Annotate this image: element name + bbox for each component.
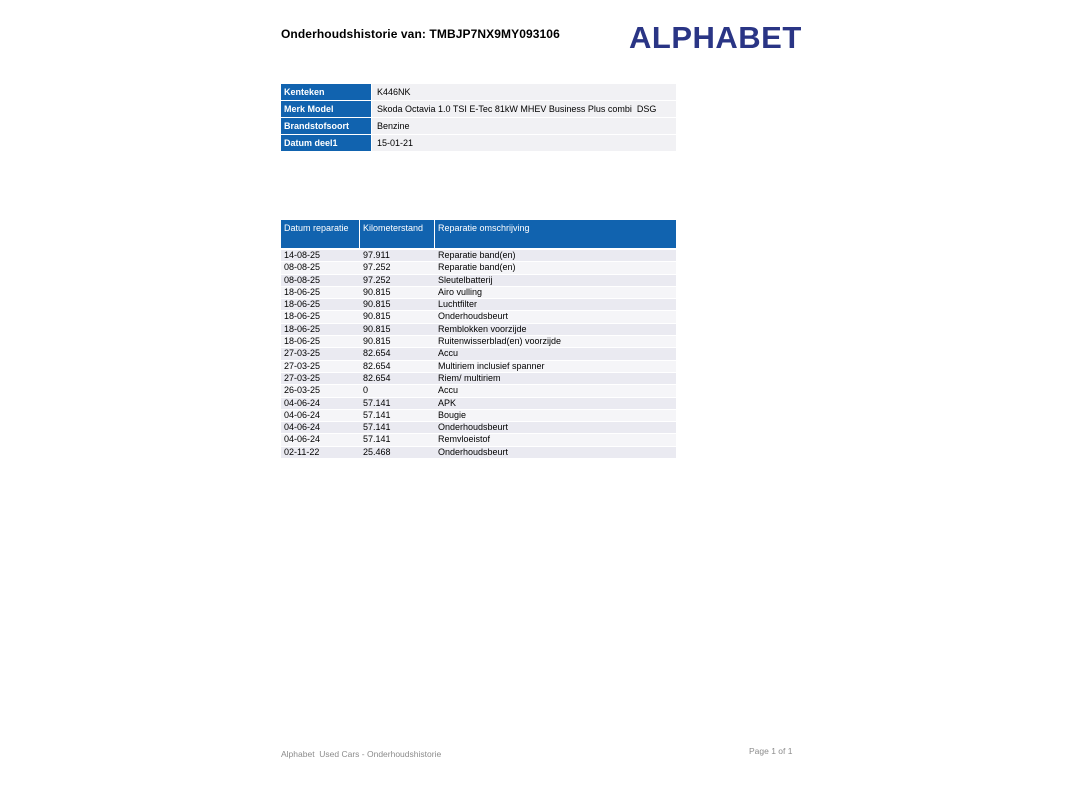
info-row [281, 101, 676, 118]
history-table-row [281, 324, 676, 336]
history-cell: 04-06-24 [284, 397, 321, 408]
history-cell: 02-11-22 [284, 446, 320, 457]
history-cell: 26-03-25 [284, 385, 321, 396]
history-cell: Remblokken voorzijde [438, 323, 527, 334]
info-row-label: Brandstofsoort [281, 118, 372, 135]
history-cell: 18-06-25 [284, 299, 321, 310]
maintenance-history-table [281, 220, 676, 459]
history-cell: 90.815 [363, 323, 391, 334]
history-cell: Reparatie band(en) [438, 250, 516, 260]
history-cell: Accu [438, 385, 459, 396]
history-column-header: Kilometerstand [360, 220, 435, 248]
info-row-value: K446NK [372, 84, 676, 101]
history-cell: 82.654 [363, 348, 391, 359]
history-cell: 57.141 [363, 409, 391, 420]
history-cell: 27-03-25 [284, 360, 321, 371]
history-cell: 18-06-25 [284, 286, 321, 297]
history-cell: 14-08-25 [284, 250, 321, 260]
history-cell: 18-06-25 [284, 336, 321, 347]
history-cell: 25.468 [363, 446, 391, 457]
info-row-label: Kenteken [281, 84, 372, 101]
history-cell: Multiriem inclusief spanner [438, 360, 545, 371]
history-cell: Onderhoudsbeurt [438, 422, 509, 433]
history-table-row [281, 336, 676, 348]
history-table-row [281, 275, 676, 287]
info-row-value: 15-01-21 [372, 135, 676, 152]
history-table-row [281, 262, 676, 274]
history-cell: 04-06-24 [284, 422, 321, 433]
history-cell: Onderhoudsbeurt [438, 311, 509, 322]
history-table-row [281, 373, 676, 385]
history-cell: 97.252 [363, 262, 391, 273]
info-row [281, 135, 676, 152]
history-table-row [281, 422, 676, 434]
info-row [281, 118, 676, 135]
history-cell: 04-06-24 [284, 409, 321, 420]
footer-page-number: Page 1 of 1 [749, 746, 793, 756]
history-table-row [281, 410, 676, 422]
history-cell: 08-08-25 [284, 262, 321, 273]
history-cell: 27-03-25 [284, 372, 321, 383]
info-row-value: Benzine [372, 118, 676, 135]
history-table-row [281, 447, 676, 459]
info-row [281, 84, 676, 101]
history-cell: 18-06-25 [284, 311, 321, 322]
history-table-row [281, 299, 676, 311]
history-table-row [281, 311, 676, 323]
history-table-header [281, 220, 676, 250]
history-cell: 0 [363, 385, 369, 396]
history-cell: 27-03-25 [284, 348, 321, 359]
page-title: Onderhoudshistorie van: TMBJP7NX9MY093106 [281, 27, 560, 41]
history-cell: 82.654 [363, 360, 391, 371]
history-cell: APK [438, 397, 457, 408]
history-table-row [281, 385, 676, 397]
history-cell: Onderhoudsbeurt [438, 446, 509, 457]
alphabet-logo: ALPHABET [629, 20, 802, 55]
history-table-row [281, 287, 676, 299]
info-row-label: Merk Model [281, 101, 372, 118]
history-cell: 90.815 [363, 299, 391, 310]
history-cell: 97.911 [363, 250, 390, 260]
history-cell: 90.815 [363, 286, 391, 297]
history-cell: Airo vulling [438, 286, 483, 297]
history-table-row [281, 398, 676, 410]
history-cell: 82.654 [363, 372, 391, 383]
history-table-body [281, 250, 676, 459]
history-cell: 90.815 [363, 311, 391, 322]
history-column-header: Reparatie omschrijving [438, 223, 530, 233]
history-cell: 04-06-24 [284, 434, 321, 445]
history-cell: 18-06-25 [284, 323, 321, 334]
history-cell: 08-08-25 [284, 274, 321, 285]
history-cell: Riem/ multiriem [438, 372, 501, 383]
info-row-label: Datum deel1 [281, 135, 372, 152]
history-cell: Bougie [438, 409, 467, 420]
history-cell: Accu [438, 348, 459, 359]
history-table-row [281, 250, 676, 262]
footer-report-name: Alphabet Used Cars - Onderhoudshistorie [281, 749, 442, 759]
history-cell: Ruitenwisserblad(en) voorzijde [438, 336, 562, 347]
history-cell: 57.141 [363, 397, 391, 408]
history-column-header: Datum reparatie [281, 220, 360, 248]
history-cell: 90.815 [363, 336, 391, 347]
history-cell: Luchtfilter [438, 299, 478, 310]
info-row-value: Skoda Octavia 1.0 TSI E-Tec 81kW MHEV Business Plus combi DSG [372, 101, 676, 118]
vehicle-info-table [281, 84, 676, 152]
history-table-row [281, 348, 676, 360]
history-cell: 97.252 [363, 274, 391, 285]
history-table-row [281, 434, 676, 446]
history-cell: Reparatie band(en) [438, 262, 516, 273]
history-cell: Sleutelbatterij [438, 274, 493, 285]
history-table-row [281, 361, 676, 373]
history-cell: 57.141 [363, 422, 391, 433]
history-cell: Remvloeistof [438, 434, 491, 445]
history-cell: 57.141 [363, 434, 391, 445]
